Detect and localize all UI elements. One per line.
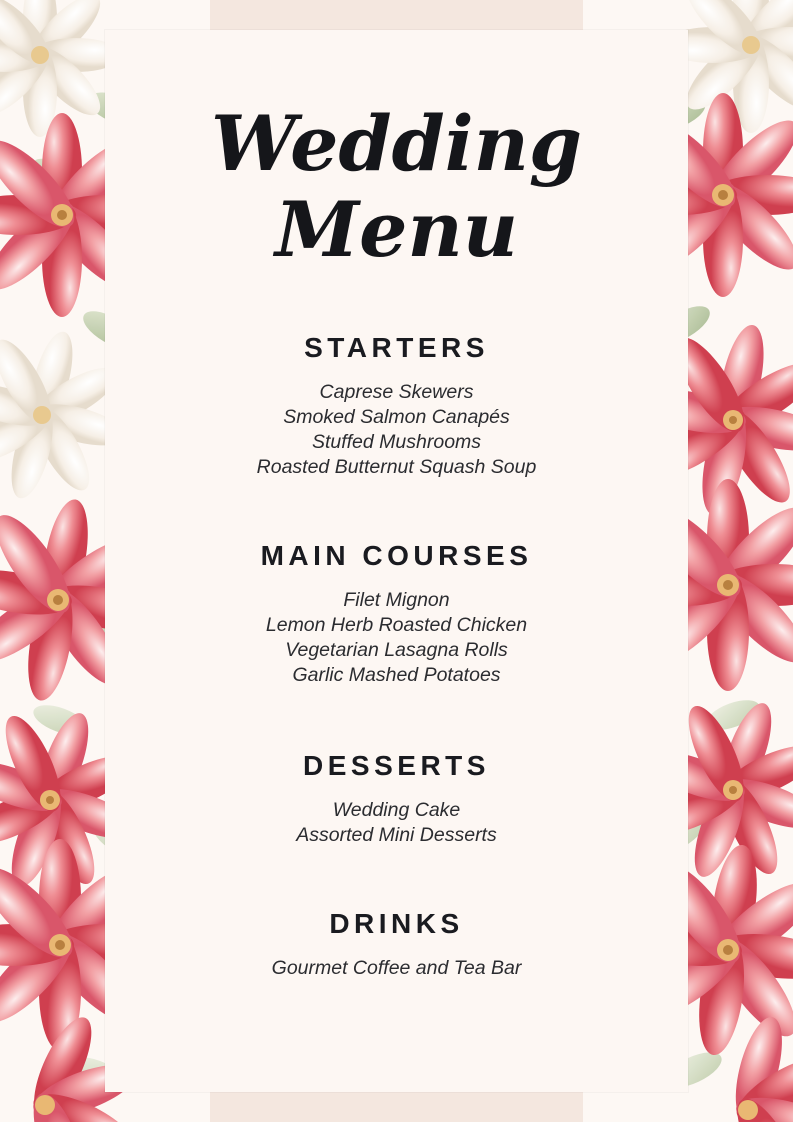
menu-item: Vegetarian Lasagna Rolls [285, 639, 508, 662]
section-heading-starters: STARTERS [304, 332, 489, 364]
section-heading-drinks: DRINKS [329, 908, 464, 940]
menu-item: Caprese Skewers [319, 381, 474, 404]
menu-section-main-courses [205, 540, 588, 688]
menu-item: Lemon Herb Roasted Chicken [265, 614, 528, 637]
menu-item: Garlic Mashed Potatoes [292, 664, 501, 687]
title-line-1: Wedding [210, 99, 583, 188]
menu-item: Stuffed Mushrooms [311, 431, 482, 454]
section-heading-main-courses: MAIN COURSES [260, 540, 533, 572]
menu-card [105, 30, 688, 1092]
page-title [205, 30, 588, 275]
menu-item: Filet Mignon [343, 589, 450, 612]
menu-section-drinks [205, 908, 588, 981]
menu-section-desserts [205, 750, 588, 848]
menu-item: Assorted Mini Desserts [296, 824, 497, 847]
title-line-2: Menu [275, 185, 518, 275]
section-heading-desserts: DESSERTS [303, 750, 490, 782]
menu-item: Roasted Butternut Squash Soup [256, 456, 537, 479]
menu-item: Wedding Cake [332, 799, 461, 822]
menu-section-starters [205, 332, 588, 480]
menu-content [205, 30, 588, 1092]
menu-item: Smoked Salmon Canapés [283, 406, 510, 429]
menu-item: Gourmet Coffee and Tea Bar [271, 957, 522, 980]
